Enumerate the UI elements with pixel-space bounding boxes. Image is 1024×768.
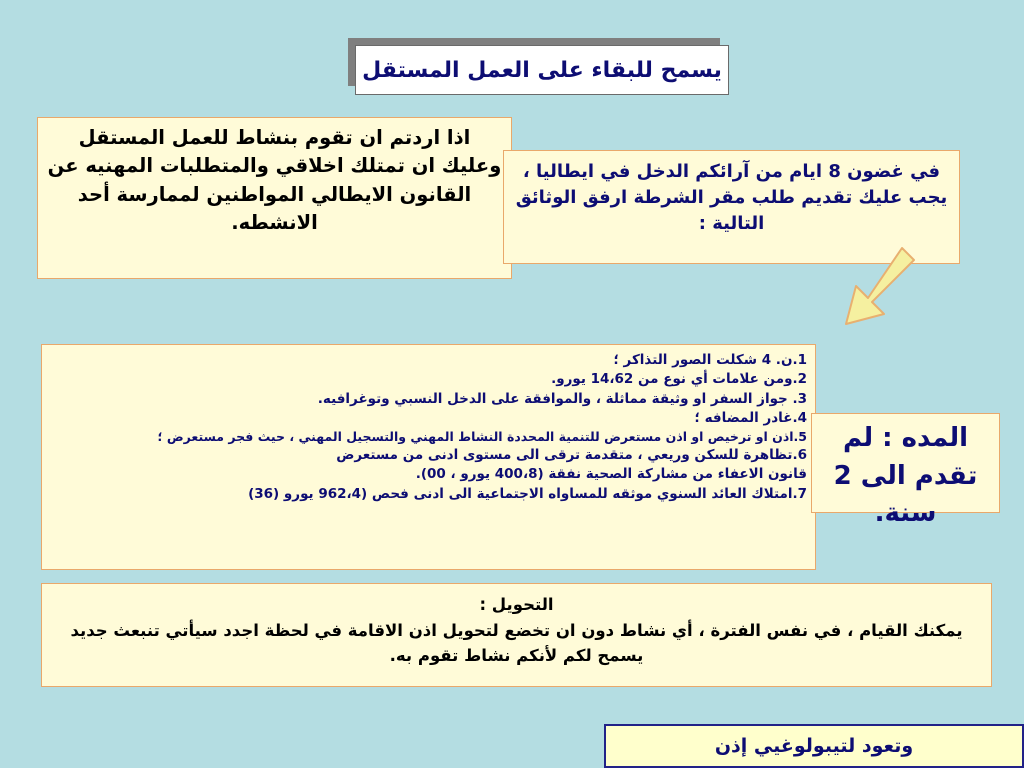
back-link-label: وتعود لتيبولوغيي إذن xyxy=(714,735,914,757)
transfer-body: يمكنك القيام ، في نفس الفترة ، أي نشاط دون ان تخضع لتحويل اذن الاقامة في لحظة اجدد سيأتي تنبعث جديد يسمح لكم لأنكم نشاط تقوم به. xyxy=(70,620,963,666)
list-item: 4.غادر المضافه ؛ xyxy=(694,409,807,426)
list-item: 1.ن. 4 شكلت الصور التذاكر ؛ xyxy=(613,352,807,368)
list-item: قانون الاعفاء من مشاركة الصحية نفقة (400،8 يورو ، 00). xyxy=(415,466,807,483)
page-title: يسمح للبقاء على العمل المستقل xyxy=(355,45,729,95)
list-item: 7.امتلاك العائد السنوي موثقه للمساواه الاجتماعية الى ادنى فحص (962،4 يورو (36) xyxy=(248,485,807,502)
intro-box xyxy=(37,117,512,279)
transfer-heading: التحويل : xyxy=(479,595,554,614)
down-arrow-shape xyxy=(846,248,914,324)
period-box xyxy=(811,413,1000,529)
transfer-box xyxy=(41,583,992,687)
back-link-button[interactable] xyxy=(604,724,1024,768)
deadline-text: في غضون 8 ايام من آرائكم الدخل في ايطاليا ، يجب عليك تقديم طلب مقر الشرطة ارفق الوثائق التالية : xyxy=(515,161,948,235)
list-item: 3. جواز السفر او وثيقة مماثلة ، والموافقة على الدخل النسبي وتوغرافيه. xyxy=(317,390,807,407)
list-item: 5.اذن او ترخيص او اذن مستعرض للتنمية المحددة النشاط المهني والتسجيل المهني ، حيث فجر مستعرض ؛ xyxy=(157,429,807,445)
period-text: المده : لم تقدم الى 2 سنة. xyxy=(833,423,978,529)
documents-list xyxy=(41,344,816,570)
down-arrow-icon xyxy=(838,240,918,330)
intro-text: اذا اردتم ان تقوم بنشاط للعمل المستقل وعليك ان تمتلك اخلاقي والمتطلبات المهنيه عن القانون الايطالي المواطنين لممارسة أحد الانشطه. xyxy=(47,126,502,234)
list-item: 2.ومن علامات أي نوع من 14،62 يورو. xyxy=(551,371,807,388)
list-item: 6.تظاهرة للسكن وريعي ، متقدمة ترقى الى مستوى ادنى من مستعرض xyxy=(336,447,807,464)
